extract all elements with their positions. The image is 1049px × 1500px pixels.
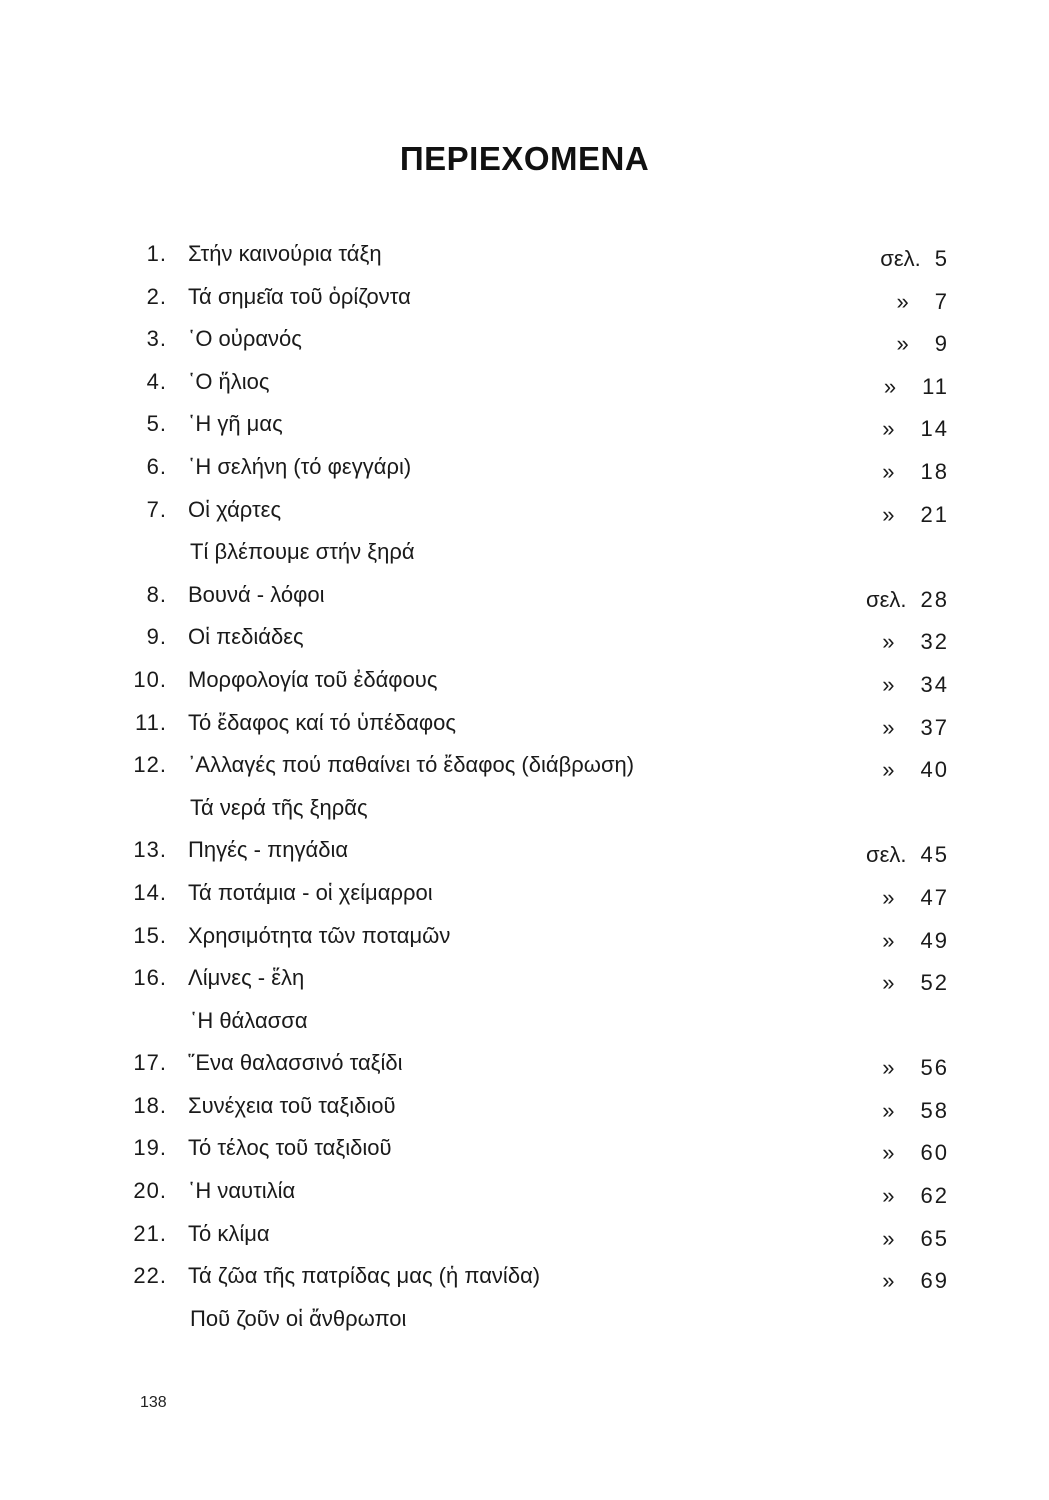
toc-entry (0, 278, 1049, 321)
toc-entry-title: Οἱ πεδιάδες (188, 624, 304, 650)
toc-entry-title: Τό κλίμα (188, 1220, 270, 1246)
toc-entry-number: 11. (135, 709, 167, 735)
toc-page-prefix: » (882, 1140, 895, 1166)
toc-page-number: 34 (920, 671, 949, 697)
toc-page-prefix: σελ. (880, 246, 921, 271)
toc-entry-number: 20. (133, 1178, 167, 1204)
toc-entry (0, 831, 1049, 874)
toc-page-prefix: » (882, 714, 895, 740)
toc-page-number: 52 (920, 970, 949, 996)
toc-entry-number: 12. (133, 752, 167, 778)
toc-entry-title: Βουνά - λόφοι (188, 581, 325, 607)
toc-entry-title: Χρησιμότητα τῶν ποταμῶν (188, 922, 451, 948)
toc-entry (0, 704, 1049, 747)
toc-entry-title: ᾿Αλλαγές πού παθαίνει τό ἔδαφος (διάβρωση) (188, 752, 635, 778)
toc-entry (0, 1215, 1049, 1258)
toc-entry (0, 363, 1049, 406)
toc-entry (0, 746, 1049, 789)
toc-section-heading (0, 1002, 1049, 1045)
toc-entry (0, 618, 1049, 661)
toc-entry-number: 2. (146, 283, 167, 309)
toc-entry-title: ῾Η σελήνη (τό φεγγάρι) (188, 453, 412, 479)
table-of-contents (0, 235, 1049, 1342)
toc-page-number: 11 (922, 373, 949, 399)
toc-entry-number: 8. (146, 581, 167, 607)
toc-section-heading (0, 1300, 1049, 1343)
toc-entry-number: 18. (133, 1092, 167, 1118)
toc-page-prefix: » (882, 757, 895, 783)
toc-entry-number: 7. (146, 496, 167, 522)
toc-entry (0, 320, 1049, 363)
toc-entry (0, 917, 1049, 960)
toc-page-number: 65 (920, 1225, 949, 1251)
toc-entry-title: Λίμνες - ἕλη (188, 965, 305, 991)
toc-entry (0, 1172, 1049, 1215)
toc-entry (0, 661, 1049, 704)
toc-page-number: 18 (920, 458, 949, 484)
toc-section-heading (0, 789, 1049, 832)
toc-page-number: 9 (934, 331, 949, 357)
toc-entry (0, 576, 1049, 619)
toc-page-number: 69 (920, 1268, 949, 1294)
toc-entry-title: ῾Η θάλασσα (190, 1007, 308, 1033)
toc-entry (0, 491, 1049, 534)
toc-page-prefix: » (882, 1225, 895, 1251)
toc-page-prefix: » (883, 373, 897, 399)
toc-page-prefix: » (882, 1183, 895, 1209)
toc-entry (0, 959, 1049, 1002)
toc-page-number: 62 (920, 1183, 949, 1209)
toc-entry-title: Μορφολογία τοῦ ἐδάφους (188, 666, 438, 692)
toc-entry-number: 21. (133, 1220, 167, 1246)
toc-entry-title: Τί βλέπουμε στήν ξηρά (190, 539, 415, 565)
toc-entry-number: 17. (133, 1050, 167, 1076)
toc-entry (0, 448, 1049, 491)
toc-entry (0, 874, 1049, 917)
toc-page-prefix: » (882, 501, 895, 527)
toc-entry (0, 1129, 1049, 1172)
toc-page-number: 7 (934, 288, 949, 314)
toc-page-number: 49 (920, 927, 949, 953)
toc-entry-title: ῾Ο οὐρανός (188, 326, 302, 352)
toc-entry-number: 16. (133, 965, 167, 991)
toc-page-number: 32 (920, 629, 949, 655)
toc-page-prefix: » (882, 927, 895, 953)
toc-entry-title: ῾Η γῆ μας (188, 411, 283, 437)
toc-entry (0, 1257, 1049, 1300)
toc-entry (0, 1087, 1049, 1130)
toc-page-prefix: » (896, 331, 909, 357)
toc-entry-title: Οἱ χάρτες (188, 496, 282, 522)
toc-entry-number: 19. (133, 1135, 167, 1161)
toc-page-prefix: » (882, 629, 895, 655)
toc-page-prefix: » (882, 671, 895, 697)
toc-page-prefix: » (882, 884, 895, 910)
toc-entry-title: Ποῦ ζοῦν οἱ ἄνθρωποι (190, 1305, 407, 1331)
toc-entry-number: 4. (146, 368, 167, 394)
toc-entry (0, 235, 1049, 278)
toc-page-number: 21 (920, 501, 949, 527)
toc-entry-number: 5. (146, 411, 167, 437)
toc-entry-title: Τά σημεῖα τοῦ ὁρίζοντα (188, 283, 411, 309)
toc-section-heading (0, 533, 1049, 576)
toc-entry (0, 405, 1049, 448)
toc-entry-title: Συνέχεια τοῦ ταξιδιοῦ (188, 1092, 396, 1118)
toc-page-prefix: » (882, 416, 895, 442)
toc-entry-title: Τά ποτάμια - οἱ χείμαρροι (188, 879, 433, 905)
toc-entry-title: ῾Ο ἥλιος (188, 368, 270, 394)
toc-page-number: 37 (920, 714, 949, 740)
toc-page-number: 14 (920, 416, 949, 442)
toc-entry-title: Τά νερά τῆς ξηρᾶς (190, 794, 368, 820)
toc-page-number: 28 (920, 586, 949, 612)
toc-entry-title: Τό ἔδαφος καί τό ὑπέδαφος (188, 709, 456, 735)
toc-entry-number: 13. (133, 837, 167, 863)
toc-page-number: 5 (934, 246, 949, 271)
toc-page-number: 40 (920, 757, 949, 783)
toc-entry-title: Πηγές - πηγάδια (188, 837, 349, 863)
toc-page-prefix: » (882, 458, 895, 484)
toc-entry-number: 10. (133, 666, 167, 692)
toc-entry-title: Στήν καινούρια τάξη (188, 241, 382, 266)
toc-page-prefix: » (896, 288, 909, 314)
toc-entry-number: 9. (146, 624, 167, 650)
toc-entry-title: ῞Ενα θαλασσινό ταξίδι (188, 1050, 403, 1076)
toc-page-prefix: » (882, 1268, 895, 1294)
toc-entry-number: 15. (133, 922, 167, 948)
toc-page-prefix: σελ. (866, 842, 907, 868)
toc-entry-title: Τά ζῶα τῆς πατρίδας μας (ἡ πανίδα) (188, 1263, 541, 1289)
toc-entry-number: 3. (146, 326, 167, 352)
toc-entry-number: 6. (146, 453, 167, 479)
toc-entry-number: 22. (133, 1263, 167, 1289)
toc-page-number: 47 (920, 884, 949, 910)
toc-entry (0, 1044, 1049, 1087)
toc-page-prefix: σελ. (866, 586, 907, 612)
toc-entry-number: 14. (133, 879, 167, 905)
toc-page-prefix: » (882, 1097, 895, 1123)
toc-page-prefix: » (882, 1055, 895, 1081)
toc-page-number: 56 (920, 1055, 949, 1081)
toc-page-number: 58 (920, 1097, 949, 1123)
toc-entry-title: ῾Η ναυτιλία (188, 1178, 296, 1204)
toc-entry-title: Τό τέλος τοῦ ταξιδιοῦ (188, 1135, 392, 1161)
page-number: 138 (140, 1394, 167, 1411)
toc-entry-number: 1. (146, 241, 167, 266)
page-title: ΠΕΡΙΕΧΟΜΕΝΑ (399, 140, 650, 177)
toc-page-prefix: » (882, 970, 895, 996)
toc-page-number: 60 (920, 1140, 949, 1166)
toc-page-number: 45 (920, 842, 949, 868)
